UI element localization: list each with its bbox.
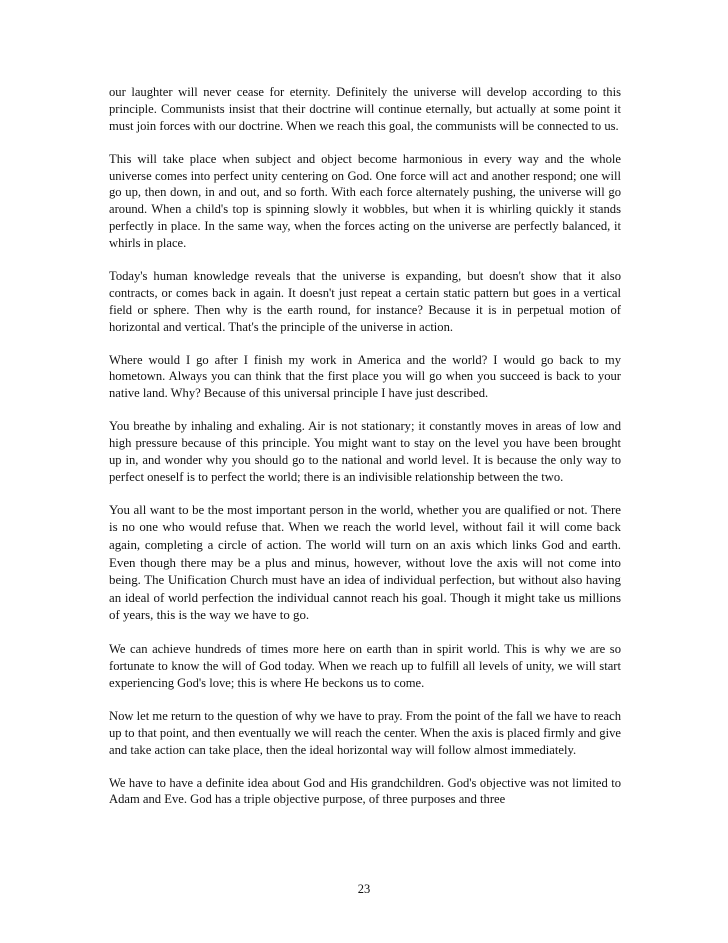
paragraph-3: Today's human knowledge reveals that the universe is expanding, but doesn't show that it also contracts, or comes back in again. It doesn't just repeat a certain static pattern but goes in a vertical field or sphere. Then why is the earth round, for instance? Because it is in perpetual motion of horizontal and vertical. That's the principle of the universe in action. — [109, 268, 621, 334]
paragraph-6: You all want to be the most important person in the world, whether you are qualified or not. There is no one who would refuse that. When we reach the world level, without fail it will come back again, completing a circle of action. The world will turn on an axis which links God and earth. Even though there may be a plus and minus, however, without love the axis will not come into being. The Unification Church must have an idea of individual perfection, but without also having an ideal of world perfection the individual cannot reach his goal. Though it might take us millions of years, this is the way we have to go. — [109, 502, 621, 623]
paragraph-7: We can achieve hundreds of times more here on earth than in spirit world. This is why we are so fortunate to know the will of God today. When we reach up to fulfill all levels of unity, we will start experiencing God's love; this is where He beckons us to come. — [109, 642, 621, 690]
page-number: 23 — [357, 882, 371, 896]
paragraph-8: Now let me return to the question of why we have to pray. From the point of the fall we have to reach up to that point, and then eventually we will reach the center. When the axis is placed firmly and give and take action can take place, then the ideal horizontal way will follow almost immediately. — [109, 708, 621, 757]
body-text — [109, 84, 621, 824]
paragraph-9: We have to have a definite idea about God and His grandchildren. God's objective was not limited to Adam and Eve. God has a triple objective purpose, of three purposes and three — [109, 775, 621, 807]
paragraph-2: This will take place when subject and object become harmonious in every way and the whole universe comes into perfect unity centering on God. One force will act and another respond; one will go up, then down, in and out, and so forth. With each force alternately pushing, the universe will go around. When a child's top is spinning slowly it wobbles, but when it is whirling quickly it stands perfectly in place. In the same way, when the forces acting on the universe are perfectly balanced, it whirls in place. — [109, 151, 621, 250]
paragraph-5: You breathe by inhaling and exhaling. Air is not stationary; it constantly moves in areas of low and high pressure because of this principle. You might want to stay on the level you have been brought up in, and wonder why you should go to the national and world level. It is because the only way to perfect oneself is to perfect the world; there is an indivisible relationship between the two. — [109, 419, 621, 484]
paragraph-1: our laughter will never cease for eternity. Definitely the universe will develop according to this principle. Communists insist that their doctrine will continue eternally, but actually at some point it must join forces with our doctrine. When we reach this goal, the communists will be connected to us. — [109, 85, 621, 133]
paragraph-4: Where would I go after I finish my work in America and the world? I would go back to my hometown. Always you can think that the first place you will go when you succeed is back to your native land. Why? Because of this universal principle I have just described. — [109, 352, 621, 401]
